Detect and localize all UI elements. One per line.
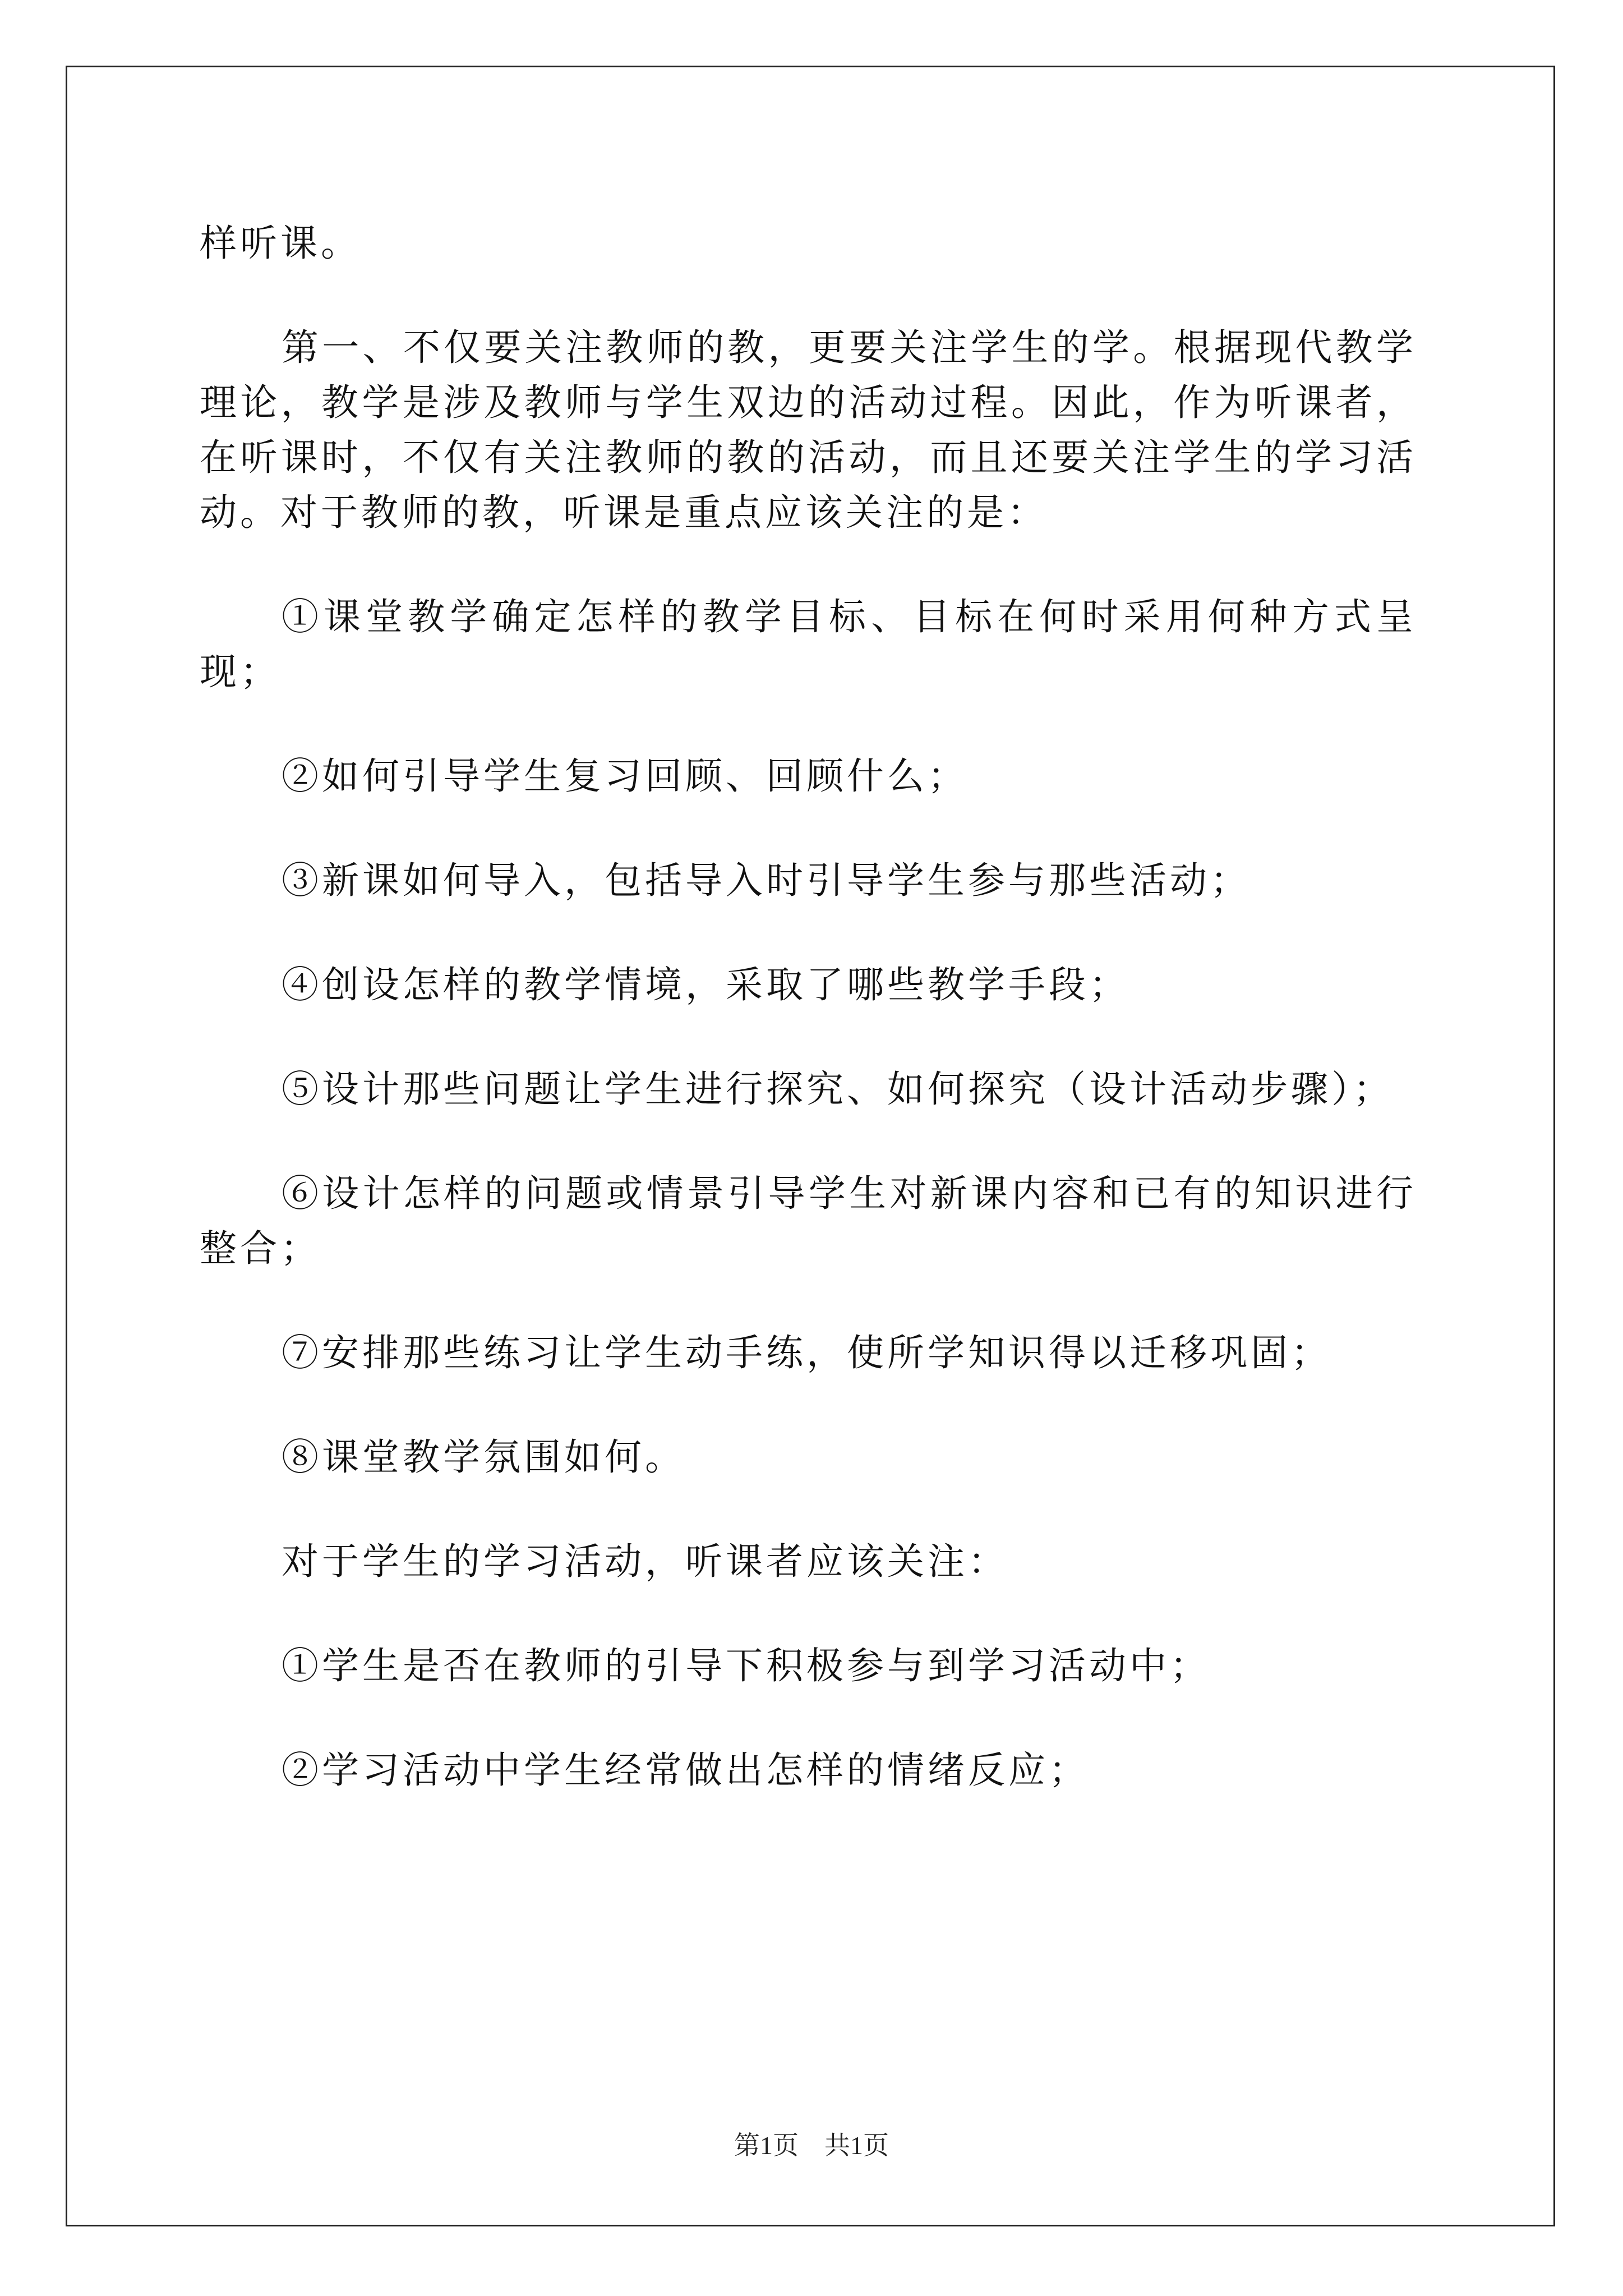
paragraph: 样听课。: [200, 222, 361, 265]
list-item: ⑥设计怎样的问题或情景引导学生对新课内容和已有的知识进行整合；: [200, 1172, 1417, 1270]
list-item: ②如何引导学生复习回顾、回顾什么；: [282, 754, 968, 798]
list-item: ②学习活动中学生经常做出怎样的情绪反应；: [282, 1749, 1089, 1792]
list-item: ①学生是否在教师的引导下积极参与到学习活动中；: [282, 1644, 1210, 1687]
document-body: [200, 216, 1417, 1847]
list-item: ⑦安排那些练习让学生动手练，使所学知识得以迁移巩固；: [282, 1331, 1331, 1374]
list-item: ⑤设计那些问题让学生进行探究、如何探究（设计活动步骤）；: [282, 1068, 1394, 1111]
list-item: ④创设怎样的教学情境，采取了哪些教学手段；: [282, 963, 1129, 1006]
list-item: ③新课如何导入，包括导入时引导学生参与那些活动；: [282, 859, 1251, 902]
paragraph: 第一、不仅要关注教师的教，更要关注学生的学。根据现代教学理论，教学是涉及教师与学生双边的活动过程。因此，作为听课者，在听课时，不仅有关注教师的教的活动，而且还要关注学生的学习活动。对于教师的教，听课是重点应该关注的是：: [200, 326, 1417, 534]
page-number-footer: 第1页 共1页: [734, 2131, 889, 2160]
list-item: ⑧课堂教学氛围如何。: [282, 1435, 685, 1479]
list-item: ①课堂教学确定怎样的教学目标、目标在何时采用何种方式呈现；: [200, 595, 1417, 693]
paragraph: 对于学生的学习活动，听课者应该关注：: [282, 1540, 1008, 1583]
